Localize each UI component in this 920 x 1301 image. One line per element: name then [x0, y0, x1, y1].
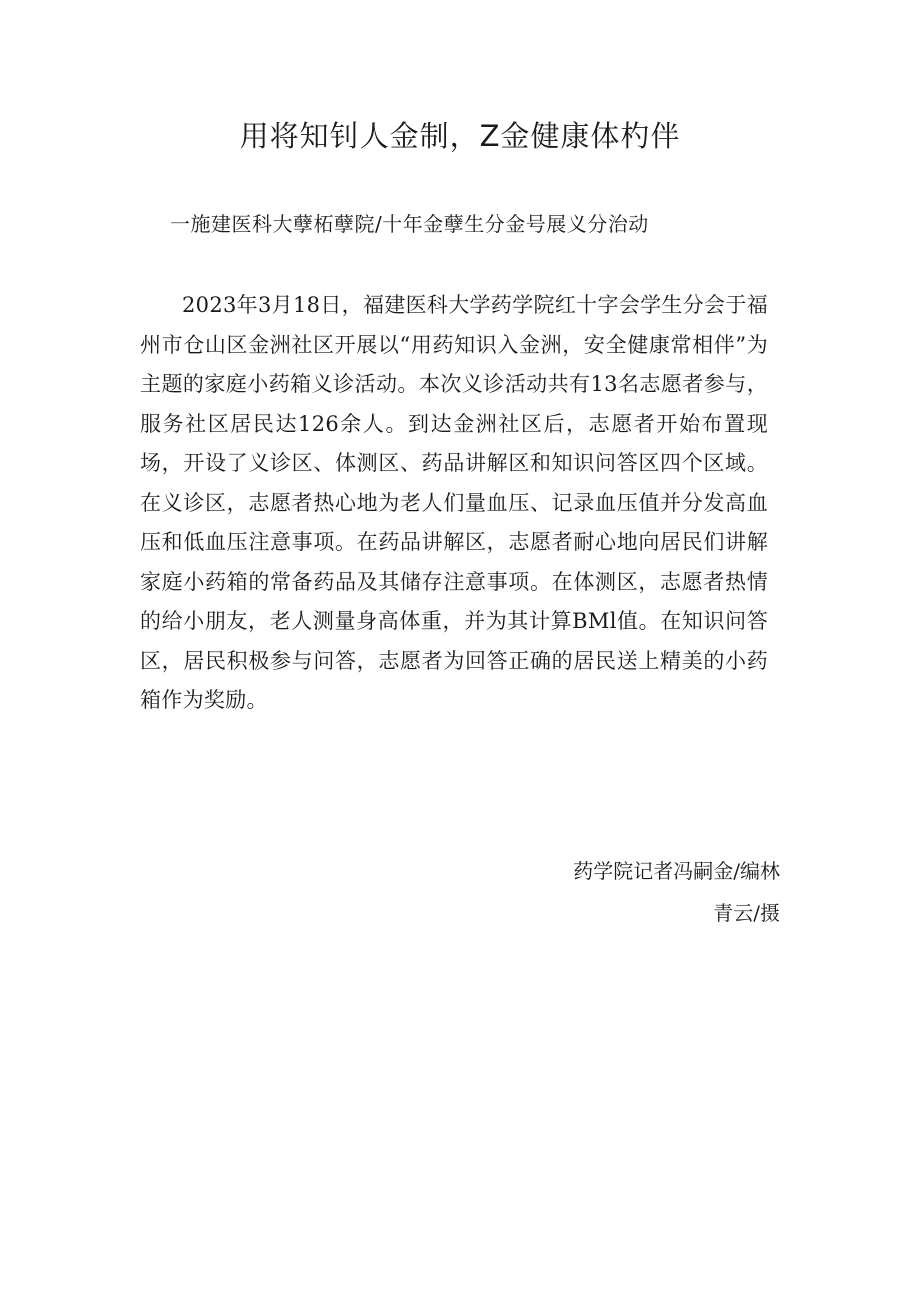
- page-title: 用将知钊人金制，Z金健康体杓伴: [239, 119, 681, 153]
- byline-author: 药学院记者冯嗣金/编林: [573, 859, 780, 883]
- body-paragraph: 2023年3月18日，福建医科大学药学院红十字会学生分会于福州市仓山区金洲社区开展以“用药知识入金洲，安全健康常相伴”为主题的家庭小药箱义诊活动。本次义诊活动共有13名志愿者参与，服务社区居民达126余人。到达金洲社区后，志愿者开始布置现场，开设了义诊区、体测区、药品讲解区和知识问答区四个区域。在义诊区，志愿者热心地为老人们量血压、记录血压值并分发高血压和低血压注意事项。在药品讲解区，志愿者耐心地向居民们讲解家庭小药箱的常备药品及其储存注意事项。在体测区，志愿者热情的给小朋友，老人测量身高体重，并为其计算BMl值。在知识问答区，居民积极参与问答，志愿者为回答正确的居民送上精美的小药箱作为奖励。: [140, 293, 768, 712]
- page-subtitle: 一施建医科大孽柘孽院/十年金孽生分金号展义分治动: [170, 212, 649, 236]
- byline-photographer: 青云/摄: [713, 901, 780, 925]
- byline: [460, 850, 780, 934]
